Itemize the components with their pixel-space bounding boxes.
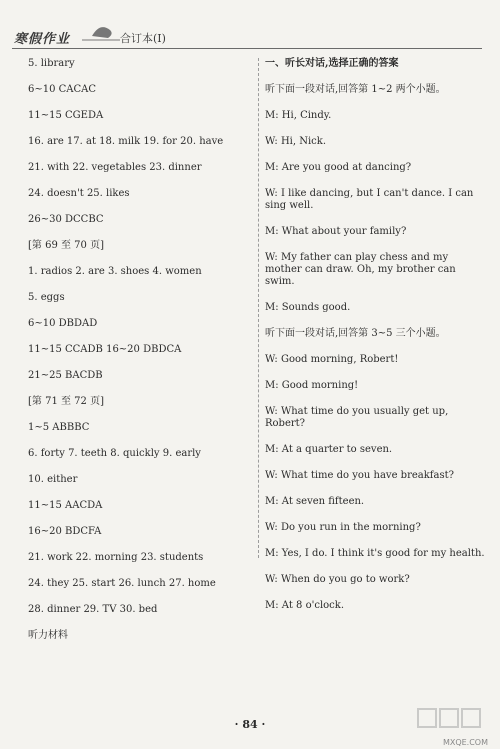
answer-line: 6. forty 7. teeth 8. quickly 9. early (28, 448, 201, 459)
dialogue-line: W: What time do you have breakfast? (265, 470, 454, 481)
dialogue-line: M: Are you good at dancing? (265, 162, 412, 173)
answer-line: [第 69 至 70 页] (28, 240, 104, 251)
answer-line: 26~30 DCCBC (28, 214, 104, 225)
dialogue-line: M: Hi, Cindy. (265, 110, 332, 121)
answer-line: 11~15 AACDA (28, 500, 103, 511)
brand-logo-icon (52, 18, 122, 44)
answer-line: 5. eggs (28, 292, 65, 303)
dialogue-line: 一、听长对话,选择正确的答案 (265, 58, 399, 69)
header-rule (12, 48, 482, 49)
dialogue-line: M: At a quarter to seven. (265, 444, 393, 455)
dialogue-line: 听下面一段对话,回答第 1~2 两个小题。 (265, 84, 446, 95)
answer-line: 16~20 BDCFA (28, 526, 102, 537)
dialogue-line: M: At 8 o'clock. (265, 600, 344, 611)
answer-line: 11~15 CGEDA (28, 110, 104, 121)
dialogue-line: W: My father can play chess and my mother can draw. Oh, my brother can swim. (265, 252, 456, 287)
answer-line: 1~5 ABBBC (28, 422, 90, 433)
answer-line: 24. they 25. start 26. lunch 27. home (28, 578, 216, 589)
answer-line: 听力材料 (28, 630, 68, 641)
answer-line: 21. with 22. vegetables 23. dinner (28, 162, 202, 173)
edition-label: 合订本(Ⅰ) (120, 32, 166, 45)
dialogue-line: W: What time do you usually get up, Robert? (265, 406, 449, 429)
answer-line: 24. doesn't 25. likes (28, 188, 130, 199)
answer-line: 5. library (28, 58, 75, 69)
answer-line: [第 71 至 72 页] (28, 396, 104, 407)
answer-line: 1. radios 2. are 3. shoes 4. women (28, 266, 202, 277)
dialogue-line: W: I like dancing, but I can't dance. I can sing well. (265, 188, 474, 211)
dialogue-line: W: Do you run in the morning? (265, 522, 421, 533)
answer-line: 6~10 DBDAD (28, 318, 98, 329)
dialogue-line: M: Sounds good. (265, 302, 351, 313)
dialogue-line: W: Hi, Nick. (265, 136, 327, 147)
answer-line: 6~10 CACAC (28, 84, 97, 95)
answer-line: 21. work 22. morning 23. students (28, 552, 204, 563)
listening-script-column (265, 58, 485, 626)
dialogue-line: M: At seven fifteen. (265, 496, 365, 507)
answer-key-column (28, 58, 253, 656)
watermark-text: MXQE.COM (442, 738, 488, 747)
column-divider (258, 58, 259, 558)
page-number: · 84 · (234, 718, 266, 731)
brand-title: 寒假作业 (14, 32, 71, 47)
dialogue-line: W: When do you go to work? (265, 574, 410, 585)
answer-line: 21~25 BACDB (28, 370, 103, 381)
dialogue-line: W: Good morning, Robert! (265, 354, 399, 365)
answer-line: 16. are 17. at 18. milk 19. for 20. have (28, 136, 224, 147)
dialogue-line: M: What about your family? (265, 226, 407, 237)
answer-line: 11~15 CCADB 16~20 DBDCA (28, 344, 182, 355)
answer-line: 10. either (28, 474, 78, 485)
dialogue-line: M: Good morning! (265, 380, 359, 391)
dialogue-line: 听下面一段对话,回答第 3~5 三个小题。 (265, 328, 446, 339)
answer-line: 28. dinner 29. TV 30. bed (28, 604, 158, 615)
dialogue-line: M: Yes, I do. I think it's good for my health. (265, 548, 485, 559)
